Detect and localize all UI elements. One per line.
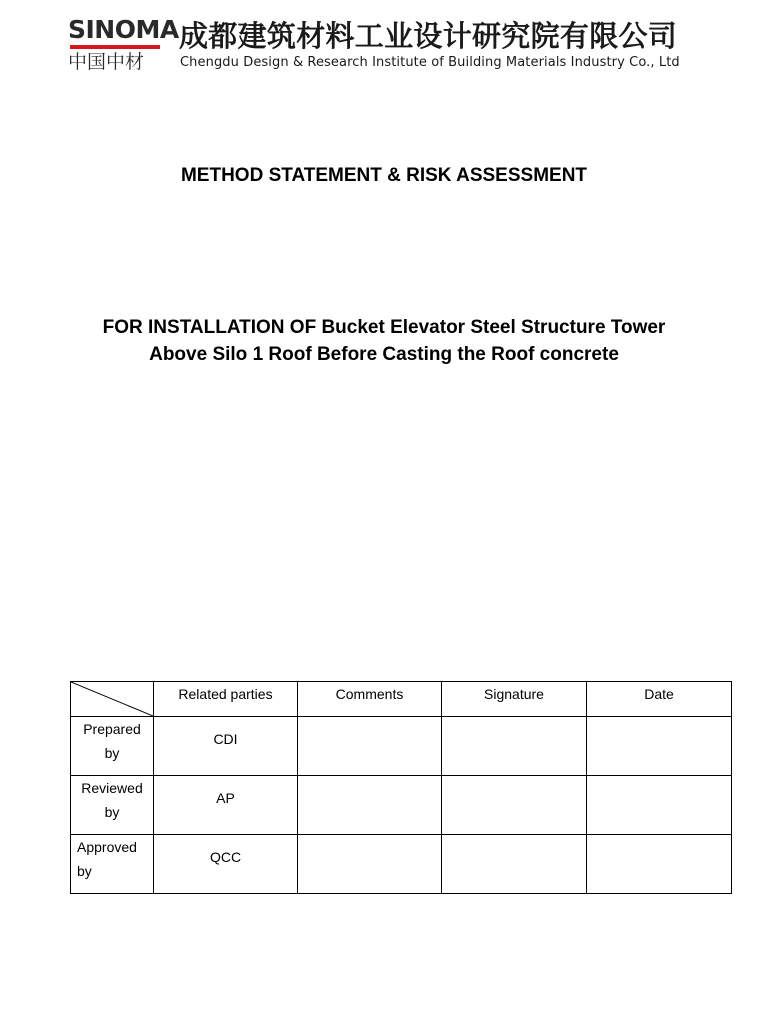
row-label-line-2: by bbox=[104, 745, 120, 761]
column-header-signature: Signature bbox=[442, 682, 587, 717]
table-row bbox=[71, 717, 732, 776]
document-subject bbox=[40, 314, 728, 368]
table-row bbox=[71, 776, 732, 835]
company-name-chinese: 成都建筑材料工业设计研究院有限公司 bbox=[179, 19, 678, 53]
column-header-comments: Comments bbox=[298, 682, 442, 717]
row-label-line-2: by bbox=[104, 804, 120, 820]
comments-cell bbox=[298, 835, 442, 894]
table-row bbox=[71, 835, 732, 894]
diagonal-line-icon bbox=[71, 682, 153, 716]
column-header-date: Date bbox=[587, 682, 732, 717]
party-cell bbox=[154, 717, 298, 776]
row-label-approved bbox=[71, 835, 154, 894]
row-label-line-2: by bbox=[77, 863, 92, 879]
date-cell bbox=[587, 776, 732, 835]
signature-cell bbox=[442, 776, 587, 835]
letterhead bbox=[68, 16, 708, 76]
subject-line-1: FOR INSTALLATION OF Bucket Elevator Steel Structure Tower bbox=[102, 317, 666, 338]
signature-cell bbox=[442, 835, 587, 894]
subject-line-2: Above Silo 1 Roof Before Casting the Roof concrete bbox=[149, 344, 619, 365]
row-label-prepared bbox=[71, 717, 154, 776]
party-name: QCC bbox=[209, 849, 242, 865]
comments-cell bbox=[298, 776, 442, 835]
party-name: AP bbox=[216, 790, 235, 806]
column-header-related-parties: Related parties bbox=[154, 682, 298, 717]
party-name: CDI bbox=[213, 731, 238, 747]
row-label-line-1: Reviewed bbox=[81, 780, 143, 796]
approval-table bbox=[70, 681, 732, 894]
party-cell bbox=[154, 835, 298, 894]
signature-cell bbox=[442, 717, 587, 776]
row-label-line-1: Approved bbox=[77, 839, 137, 855]
comments-cell bbox=[298, 717, 442, 776]
logo-wordmark: SINOMA bbox=[68, 15, 179, 44]
date-cell bbox=[587, 835, 732, 894]
logo-chinese-text: 中国中材 bbox=[68, 51, 145, 73]
row-label-line-1: Prepared bbox=[83, 721, 141, 737]
company-name-english: Chengdu Design & Research Institute of Building Materials Industry Co., Ltd bbox=[180, 55, 680, 70]
corner-cell bbox=[71, 682, 154, 717]
document-title: METHOD STATEMENT & RISK ASSESSMENT bbox=[180, 165, 588, 186]
row-label-reviewed bbox=[71, 776, 154, 835]
party-cell bbox=[154, 776, 298, 835]
table-header-row bbox=[71, 682, 732, 717]
date-cell bbox=[587, 717, 732, 776]
logo-accent-bar bbox=[70, 45, 160, 49]
sinoma-logo bbox=[68, 15, 179, 74]
